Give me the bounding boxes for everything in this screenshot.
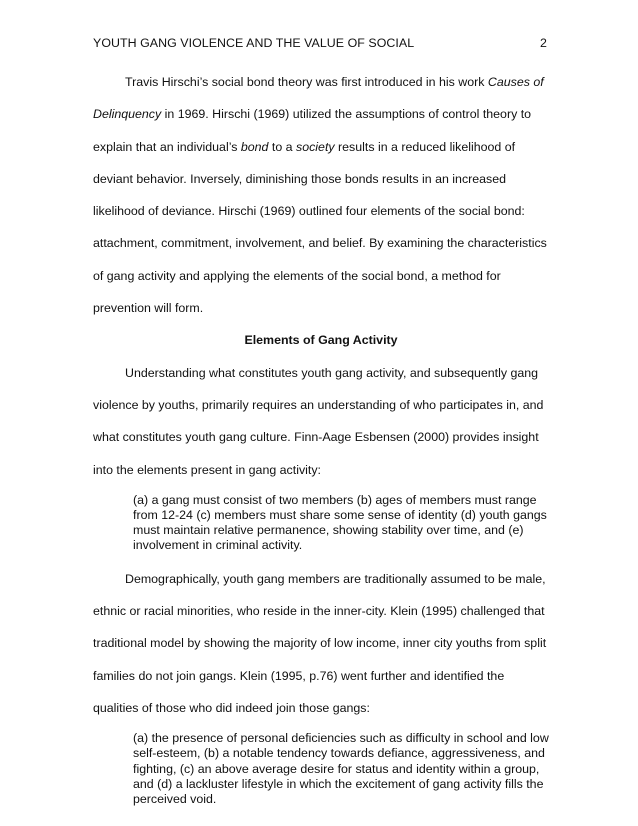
- paragraph-text: Travis Hirschi’s social bond theory was first introduced in his work: [125, 75, 488, 89]
- document-body: [93, 66, 549, 816]
- page-header: [93, 36, 549, 56]
- paragraph-text: to a: [268, 139, 297, 154]
- italic-book-title: Causes of Delinquency: [93, 75, 544, 122]
- block-quote-esbensen: (a) a gang must consist of two members (b) ages of members must range from 12-24 (c) members must share some sense of identity (d) youth gangs must maintain relative permanence, showing stability over time, and (e) involvement in criminal activity.: [133, 492, 547, 553]
- paragraph-social-bond-theory: [93, 66, 549, 324]
- block-quote-klein: (a) the presence of personal deficiencies such as difficulty in school and low self-esteem, (b) a notable tendency towards defiance, aggressiveness, and fighting, (c) an above average desire for status and identity within a group, and (d) a lackluster lifestyle in which the excitement of gang activity fills the perceived void.: [133, 731, 549, 806]
- running-head: YOUTH GANG VIOLENCE AND THE VALUE OF SOCIAL: [93, 36, 415, 50]
- section-heading: Elements of Gang Activity: [244, 333, 398, 348]
- page-number: 2: [540, 36, 547, 50]
- italic-term-bond: bond: [240, 139, 269, 154]
- italic-term-society: society: [296, 139, 335, 154]
- paragraph-gang-activity: Understanding what constitutes youth gang activity, and subsequently gang violence by youths, primarily requires an understanding of who participates in, and what constitutes youth gang culture. Finn-Aage Esbensen (2000) provides insight into the elements present in gang activity:: [93, 365, 544, 477]
- paragraph-demographics: Demographically, youth gang members are traditionally assumed to be male, ethnic or racial minorities, who reside in the inner-city. Klein (1995) challenged that traditional model by showing the majority of low income, inner city youths from split families do not join gangs. Klein (1995, p.76) went further and identified the qualities of those who did indeed join those gangs:: [93, 571, 547, 715]
- paragraph-text: results in a reduced likelihood of deviant behavior. Inversely, diminishing those bonds results in an increased likelihood of deviance. Hirschi (1969) outlined four elements of the social bond: attachment, commitment, involvement, and belief. By examining the characteristics of gang activity and applying the elements of the social bond, a method for prevention will form.: [93, 139, 547, 316]
- paragraph-text: in 1969. Hirschi (1969) utilized the assumptions of control theory to explain that an individual’s: [93, 107, 532, 154]
